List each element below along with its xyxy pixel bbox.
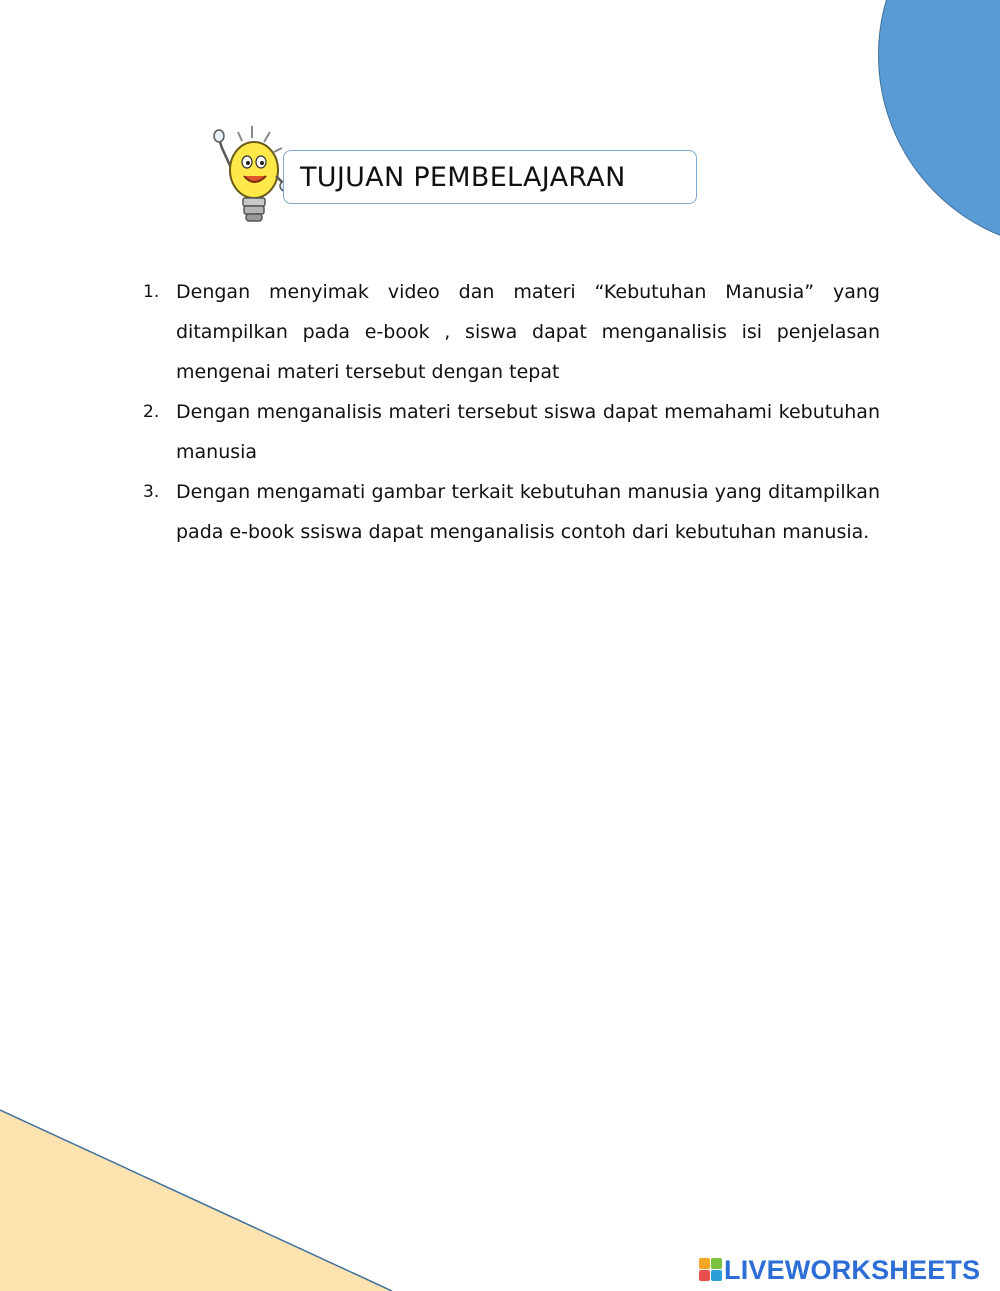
list-item-number: 2. [143, 402, 160, 422]
list-item-text: Dengan menyimak video dan materi “Kebutuhan Manusia” yang ditampilkan pada e-book , siswa dapat menganalisis isi penjelasan mengenai materi tersebut dengan tepat [176, 281, 880, 383]
list-item-text: Dengan menganalisis materi tersebut siswa dapat memahami kebutuhan manusia [176, 401, 880, 463]
objectives-list [143, 272, 880, 552]
list-item-number: 1. [143, 282, 160, 302]
liveworksheets-logo [699, 1254, 980, 1286]
lightbulb-mascot-icon [212, 124, 292, 228]
title-box [283, 150, 697, 204]
list-item [143, 472, 880, 552]
list-item [143, 392, 880, 472]
logo-mark-icon [699, 1258, 723, 1282]
page-title: TUJUAN PEMBELAJARAN [300, 161, 626, 193]
list-item-text: Dengan mengamati gambar terkait kebutuhan manusia yang ditampilkan pada e-book ssiswa dapat menganalisis contoh dari kebutuhan manusia. [176, 481, 880, 543]
list-item-number: 3. [143, 482, 160, 502]
decorative-blue-circle [878, 0, 1000, 250]
logo-text: LIVEWORKSHEETS [724, 1254, 981, 1285]
list-item [143, 272, 880, 392]
